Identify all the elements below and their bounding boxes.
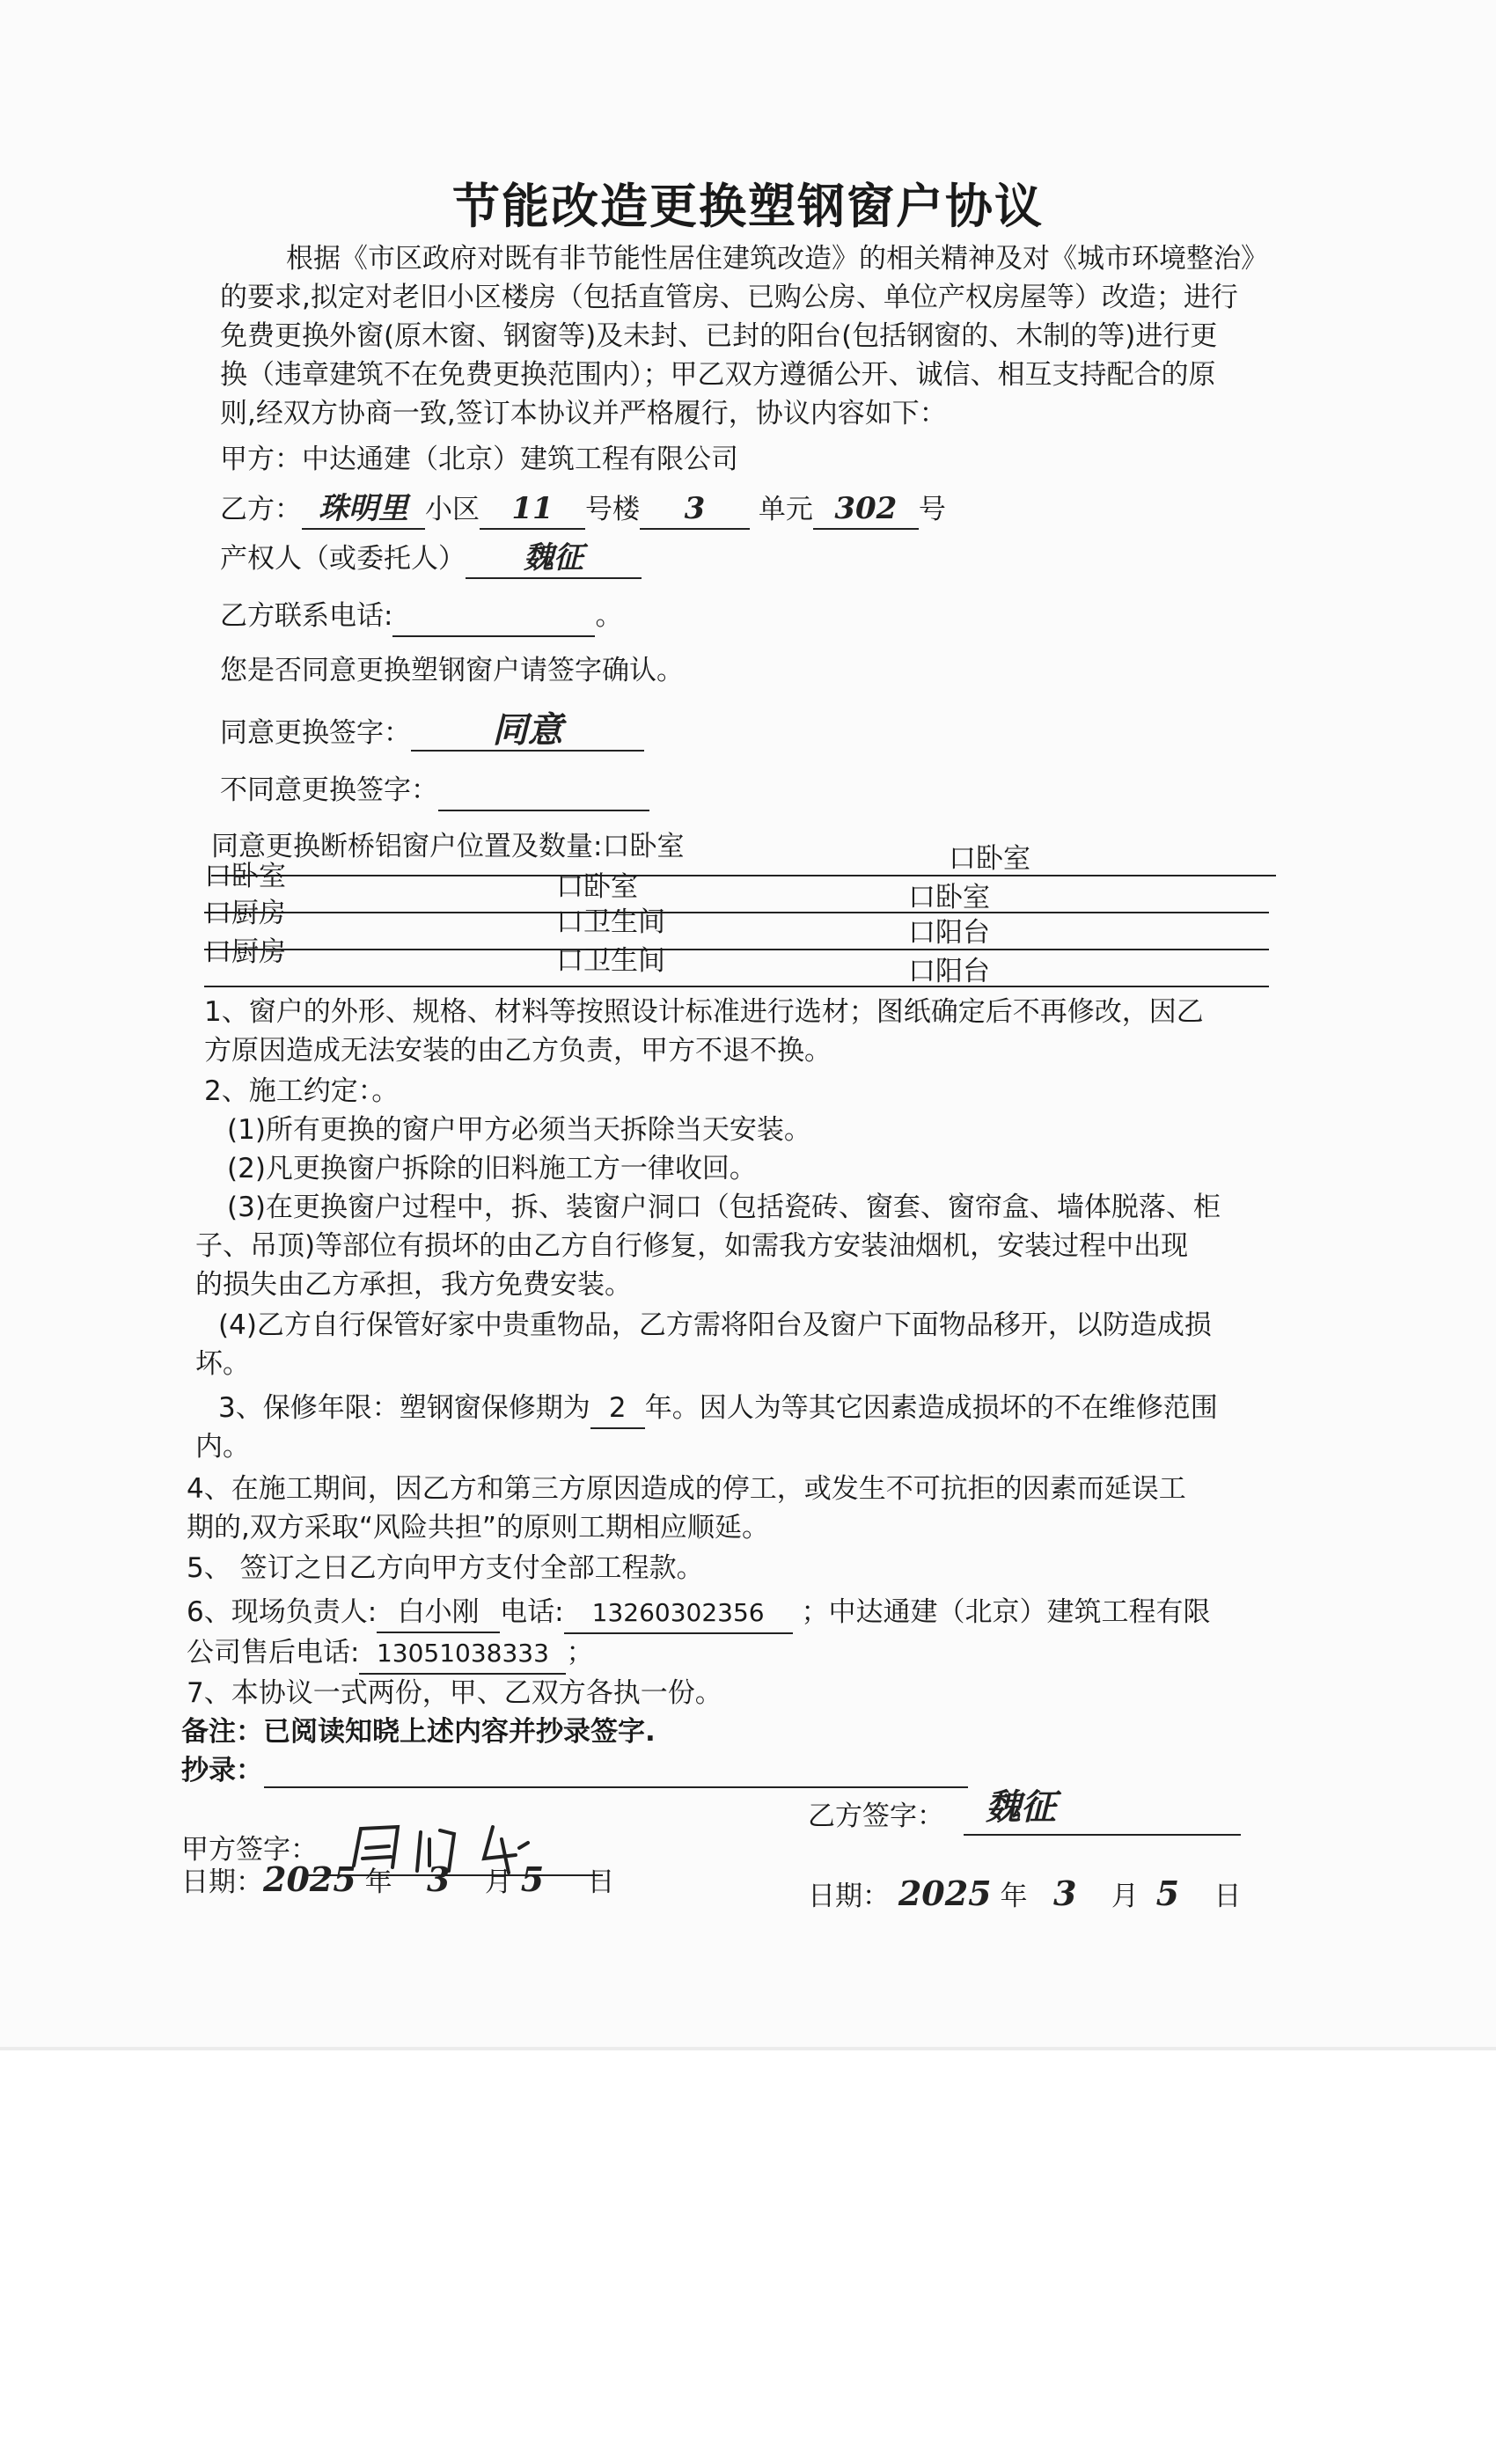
sign-a-label: 甲方签字：	[181, 1834, 318, 1866]
intro-line-3: 免费更换外窗(原木窗、钢窗等)及未封、已封的阳台(包括钢窗的、木制的等)进行更	[220, 320, 1218, 352]
site-phone-label: 电话:	[500, 1596, 564, 1628]
checkbox-bedroom-2[interactable]: 口卧室	[949, 843, 1030, 875]
date-a-day-unit: 日	[587, 1866, 615, 1898]
rule-line	[211, 875, 1276, 876]
clause-3-text-b: 年。因人为等其它因素造成损坏的不在维修范围	[644, 1392, 1218, 1424]
party-a	[220, 440, 738, 479]
date-a-year-unit: 年	[364, 1866, 392, 1898]
building-field[interactable]: 11	[480, 489, 585, 530]
unit-suffix: 单元	[758, 494, 813, 525]
clause-2-2: (2)凡更换窗户拆除的旧料施工方一律收回。	[227, 1153, 757, 1184]
date-b-day: 5	[1155, 1874, 1180, 1913]
clause-2-4-line-2: 坏。	[195, 1348, 250, 1380]
site-manager-label: 6、现场负责人:	[187, 1596, 378, 1628]
intro-line-5: 则,经双方协商一致,签订本协议并严格履行，协议内容如下：	[220, 398, 947, 429]
agree-row	[220, 711, 644, 752]
copy-line[interactable]	[264, 1786, 968, 1788]
phone-label: 乙方联系电话:	[220, 600, 393, 632]
clause-6-end: ；	[566, 1637, 594, 1668]
checkbox-bedroom-4[interactable]: 口卧室	[556, 871, 638, 903]
room-suffix: 号	[918, 494, 946, 525]
copy-label: 抄录：	[181, 1755, 263, 1786]
clause-3-line-2: 内。	[195, 1431, 250, 1463]
clause-4-line-2: 期的,双方采取“风险共担”的原则工期相应顺延。	[187, 1512, 769, 1544]
clause-6-line-2	[187, 1633, 593, 1675]
sign-b-label: 乙方签字：	[808, 1800, 944, 1832]
scan-edge	[0, 2047, 1496, 2050]
community-suffix: 小区	[425, 494, 480, 525]
party-b-label: 乙方：	[220, 494, 302, 525]
party-a-name: 中达通建（北京）建筑工程有限公司	[302, 444, 738, 475]
party-a-label: 甲方：	[220, 444, 302, 475]
clause-2-1: (1)所有更换的窗户甲方必须当天拆除当天安装。	[227, 1114, 811, 1146]
consent-question: 您是否同意更换塑钢窗户请签字确认。	[220, 655, 684, 686]
site-manager-name: 白小刚	[377, 1593, 500, 1633]
clause-3-line-1	[218, 1389, 1218, 1429]
date-b-label: 日期：	[808, 1881, 890, 1912]
owner-label: 产权人（或委托人）	[220, 543, 466, 575]
clause-6-after: ；中达通建（北京）建筑工程有限	[801, 1596, 1211, 1628]
rule-line	[204, 986, 1269, 987]
clause-5: 5、 签订之日乙方向甲方支付全部工程款。	[187, 1552, 704, 1584]
document-title: 节能改造更换塑钢窗户协议	[452, 179, 1044, 234]
unit-field[interactable]: 3	[640, 489, 750, 530]
checkbox-bathroom-1[interactable]: 口卫生间	[556, 906, 665, 938]
community-field[interactable]: 珠明里	[302, 489, 425, 530]
date-b-row	[808, 1874, 1242, 1916]
checkbox-kitchen-1[interactable]: 口厨房	[204, 898, 286, 929]
disagree-label: 不同意更换签字：	[220, 774, 438, 806]
note: 备注：已阅读知晓上述内容并抄录签字.	[181, 1716, 656, 1748]
building-suffix: 号楼	[585, 494, 640, 525]
disagree-signature[interactable]	[438, 771, 649, 811]
date-a-day: 5	[520, 1859, 545, 1899]
intro-line-2: 的要求,拟定对老旧小区楼房（包括直管房、已购公房、单位产权房屋等）改造；进行	[220, 282, 1238, 313]
date-b-month: 3	[1053, 1874, 1077, 1913]
date-b-day-unit: 日	[1214, 1881, 1242, 1912]
party-b-signature: 魏征	[986, 1786, 1056, 1828]
room-field[interactable]: 302	[813, 489, 919, 530]
clause-2-3-line-2: 子、吊顶)等部位有损坏的由乙方自行修复，如需我方安装油烟机，安装过程中出现	[195, 1230, 1189, 1262]
party-b-row	[220, 489, 946, 530]
checkbox-bathroom-2[interactable]: 口卫生间	[556, 945, 665, 977]
clause-1-line-2: 方原因造成无法安装的由乙方负责，甲方不退不换。	[204, 1035, 832, 1067]
phone-row	[220, 597, 622, 637]
date-a-year: 2025	[263, 1859, 356, 1899]
warranty-years[interactable]: 2	[590, 1389, 645, 1429]
checkbox-kitchen-2[interactable]: 口厨房	[204, 936, 286, 968]
date-b-month-unit: 月	[1111, 1881, 1139, 1912]
checkbox-bedroom-1[interactable]: 口卧室	[602, 831, 685, 862]
clause-2-4-line-1: (4)乙方自行保管好家中贵重物品，乙方需将阳台及窗户下面物品移开，以防造成损	[218, 1309, 1212, 1341]
date-a-month-unit: 月	[484, 1866, 512, 1898]
agree-signature[interactable]: 同意	[411, 711, 644, 752]
sign-b-line[interactable]	[964, 1834, 1241, 1836]
clause-2: 2、施工约定：。	[204, 1075, 400, 1107]
window-header: 同意更换断桥铝窗户位置及数量:	[211, 831, 603, 862]
rule-line	[204, 912, 1269, 913]
date-a-row	[181, 1860, 615, 1902]
date-a-label: 日期：	[181, 1866, 263, 1898]
clause-2-3-line-1: (3)在更换窗户过程中，拆、装窗户洞口（包括瓷砖、窗套、窗帘盒、墙体脱落、柜	[227, 1192, 1221, 1223]
checkbox-bedroom-3[interactable]: 口卧室	[204, 861, 286, 892]
checkbox-bedroom-5[interactable]: 口卧室	[908, 882, 990, 913]
owner-row	[220, 539, 642, 579]
clause-4-line-1: 4、在施工期间，因乙方和第三方原因造成的停工，或发生不可抗拒的因素而延误工	[187, 1473, 1186, 1505]
service-phone-number: 13051038333	[359, 1634, 566, 1675]
date-a-month: 3	[427, 1859, 451, 1899]
service-phone-label: 公司售后电话:	[187, 1637, 360, 1668]
date-b-year: 2025	[898, 1874, 992, 1913]
clause-2-3-line-3: 的损失由乙方承担，我方免费安装。	[195, 1269, 632, 1301]
clause-3-text-a: 3、保修年限：塑钢窗保修期为	[218, 1392, 590, 1424]
clause-1-line-1: 1、窗户的外形、规格、材料等按照设计标准进行选材；图纸确定后不再修改，因乙	[204, 996, 1204, 1028]
intro-line-1: 根据《市区政府对既有非节能性居住建筑改造》的相关精神及对《城市环境整治》	[286, 243, 1268, 275]
clause-7: 7、本协议一式两份，甲、乙双方各执一份。	[187, 1677, 722, 1709]
intro-line-4: 换（违章建筑不在免费更换范围内）；甲乙双方遵循公开、诚信、相互支持配合的原	[220, 359, 1216, 391]
owner-signature[interactable]: 魏征	[466, 539, 642, 579]
site-phone-number: 13260302356	[564, 1594, 793, 1634]
checkbox-balcony-2[interactable]: 口阳台	[908, 956, 990, 987]
date-b-year-unit: 年	[1000, 1881, 1028, 1912]
checkbox-balcony-1[interactable]: 口阳台	[908, 917, 990, 949]
agree-label: 同意更换签字：	[220, 717, 411, 749]
clause-6-line-1	[187, 1593, 1210, 1634]
phone-end: 。	[595, 600, 623, 632]
disagree-row	[220, 771, 649, 811]
rule-line	[204, 949, 1269, 950]
